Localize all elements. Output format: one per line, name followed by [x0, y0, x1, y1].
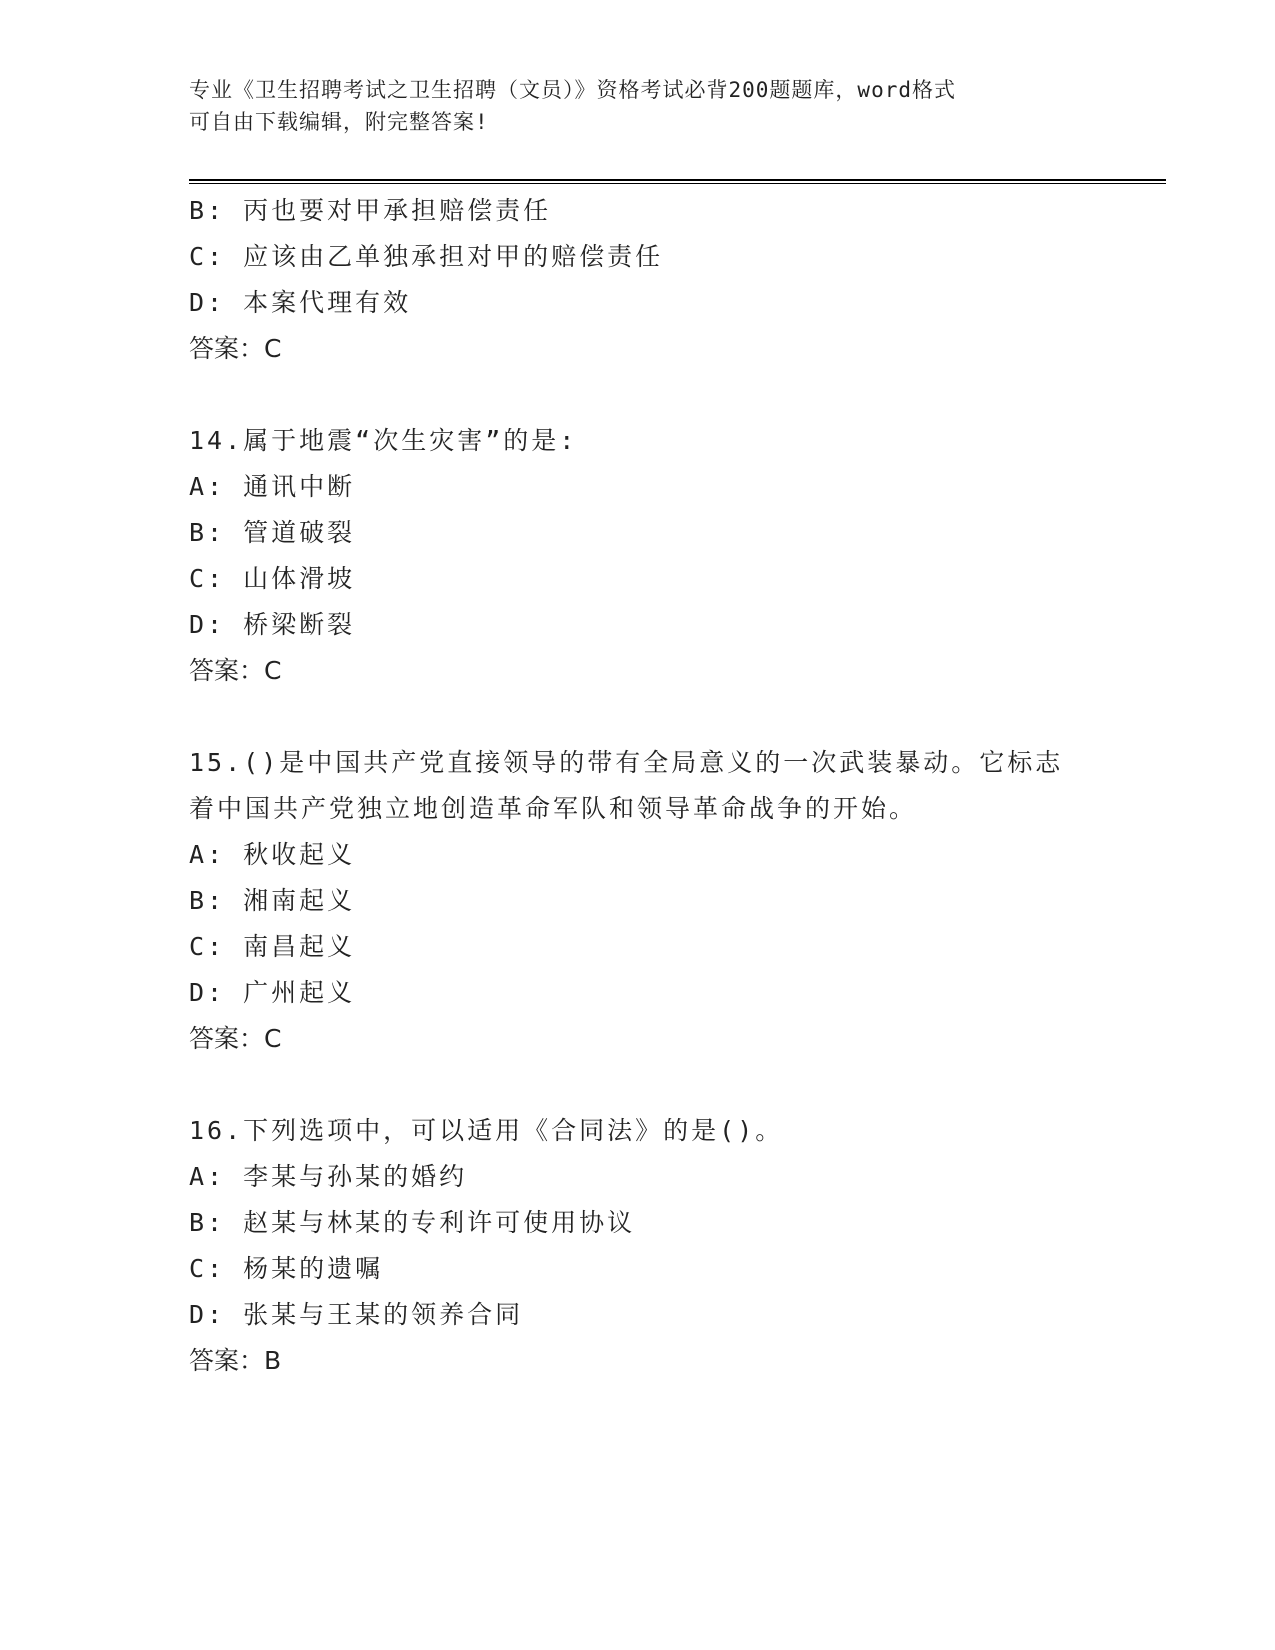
option-b: B: 赵某与林某的专利许可使用协议 [189, 1208, 636, 1237]
header-title-line2: 可自由下载编辑，附完整答案! [189, 110, 489, 134]
option-b: B: 丙也要对甲承担赔偿责任 [189, 196, 552, 225]
option-c: C: 南昌起义 [189, 932, 356, 961]
header-divider-thick [189, 179, 1166, 181]
page-header [189, 74, 1089, 138]
spacer [189, 1062, 1149, 1108]
question-15 [189, 740, 1149, 1062]
header-title-line1: 专业《卫生招聘考试之卫生招聘（文员）》资格考试必背200题题库，word格式 [189, 78, 956, 102]
answer-label: 答案：C [189, 656, 282, 685]
option-d: D: 桥梁断裂 [189, 610, 356, 639]
header-divider-thin [189, 183, 1166, 184]
spacer [189, 372, 1149, 418]
option-a: A: 秋收起义 [189, 840, 356, 869]
question-stem: 16.下列选项中，可以适用《合同法》的是()。 [189, 1116, 784, 1145]
option-c: C: 杨某的遗嘱 [189, 1254, 384, 1283]
question-16 [189, 1108, 1149, 1384]
option-a: A: 通讯中断 [189, 472, 356, 501]
answer-label: 答案：B [189, 1346, 282, 1375]
spacer [189, 694, 1149, 740]
question-14 [189, 418, 1149, 694]
answer-label: 答案：C [189, 1024, 282, 1053]
option-d: D: 张某与王某的领养合同 [189, 1300, 524, 1329]
option-c: C: 山体滑坡 [189, 564, 356, 593]
option-a: A: 李某与孙某的婚约 [189, 1162, 468, 1191]
question-13-fragment [189, 188, 1149, 372]
option-b: B: 湘南起义 [189, 886, 356, 915]
document-body [189, 188, 1149, 1384]
answer-label: 答案：C [189, 334, 282, 363]
question-stem: 14.属于地震“次生灾害”的是: [189, 426, 578, 455]
option-c: C: 应该由乙单独承担对甲的赔偿责任 [189, 242, 664, 271]
option-d: D: 本案代理有效 [189, 288, 412, 317]
option-b: B: 管道破裂 [189, 518, 356, 547]
question-stem-line1: 15.()是中国共产党直接领导的带有全局意义的一次武装暴动。它标志 [189, 748, 1064, 777]
question-stem-line2: 着中国共产党独立地创造革命军队和领导革命战争的开始。 [189, 794, 918, 823]
option-d: D: 广州起义 [189, 978, 356, 1007]
